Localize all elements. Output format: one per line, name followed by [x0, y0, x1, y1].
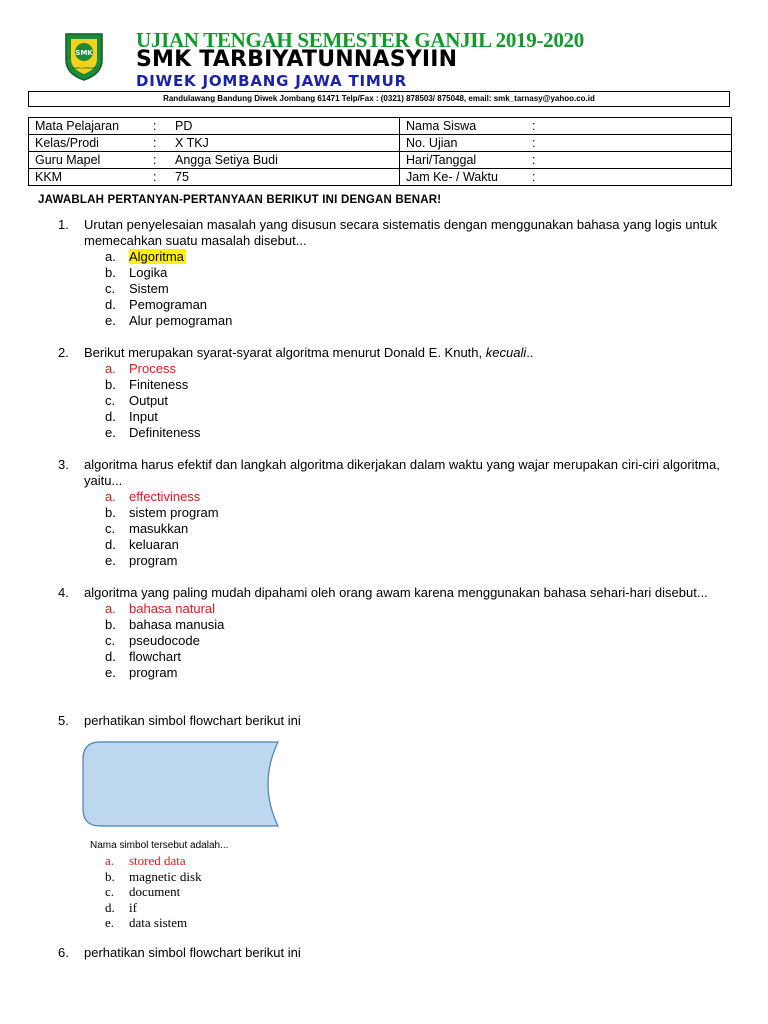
question-stem: perhatikan simbol flowchart berikut ini: [84, 945, 301, 960]
option-text: data sistem: [129, 915, 188, 930]
option-letter: a.: [105, 853, 115, 868]
option-letter: c.: [105, 281, 116, 296]
info-right-label: Hari/Tanggal: [406, 153, 477, 167]
option-c: [105, 633, 728, 649]
option-d: [105, 649, 728, 665]
student-info-table: [28, 117, 732, 186]
info-colon: :: [153, 153, 157, 167]
option-letter: a.: [105, 361, 116, 376]
info-value: Angga Setiya Budi: [175, 153, 278, 167]
option-e: [105, 425, 728, 441]
info-colon: :: [532, 170, 536, 184]
option-text: Algoritma: [129, 249, 184, 264]
option-letter: b.: [105, 377, 116, 392]
option-text: bahasa natural: [129, 601, 216, 616]
question-number: 5.: [58, 713, 69, 728]
info-right-cell: [400, 169, 732, 186]
option-a: [105, 489, 728, 505]
info-left-cell: [29, 135, 400, 152]
option-text: masukkan: [129, 521, 189, 536]
option-letter: a.: [105, 601, 116, 616]
option-text: Sistem: [129, 281, 169, 296]
option-letter: d.: [105, 537, 116, 552]
option-letter: c.: [105, 633, 116, 648]
question-stem: perhatikan simbol flowchart berikut ini: [84, 713, 301, 728]
info-right-label: Nama Siswa: [406, 119, 477, 133]
stored-data-flowchart-symbol: [82, 741, 280, 827]
option-b: [105, 869, 728, 885]
option-text: Input: [129, 409, 158, 424]
options-list: [105, 601, 728, 681]
option-d: [105, 537, 728, 553]
option-d: [105, 900, 728, 916]
info-label: Guru Mapel: [35, 153, 101, 167]
option-text: keluaran: [129, 537, 179, 552]
school-name: SMK TARBIYATUNNASYIIN: [136, 47, 458, 72]
info-row: [29, 118, 732, 135]
option-letter: e.: [105, 313, 116, 328]
info-value: PD: [175, 119, 193, 133]
options-list: [105, 249, 728, 329]
info-right-cell: [400, 135, 732, 152]
question-5: [58, 713, 728, 729]
option-letter: e.: [105, 425, 116, 440]
options-list: [105, 853, 728, 931]
option-letter: b.: [105, 868, 115, 884]
option-letter: b.: [105, 505, 116, 520]
question-number: 6.: [58, 945, 69, 960]
info-row: [29, 135, 732, 152]
option-b: [105, 617, 728, 633]
info-colon: :: [153, 170, 157, 184]
option-letter: c.: [105, 521, 116, 536]
option-text: flowchart: [129, 649, 182, 664]
option-text: magnetic disk: [129, 868, 202, 884]
school-city: DIWEK JOMBANG JAWA TIMUR: [136, 72, 407, 90]
school-address: Randulawang Bandung Diwek Jombang 61471 Telp/Fax : (0321) 878503/ 875048, email: smk_tarnasy@yahoo.co.id: [28, 91, 730, 107]
info-right-label: Jam Ke- / Waktu: [406, 170, 498, 184]
option-letter: e.: [105, 665, 116, 680]
option-c: [105, 884, 728, 900]
option-c: [105, 521, 728, 537]
question-number: 3.: [58, 457, 69, 472]
option-text: Definiteness: [129, 425, 201, 440]
stem-text: Berikut merupakan syarat-syarat algoritma menurut Donald E. Knuth,: [84, 345, 486, 360]
option-text: Finiteness: [129, 377, 189, 392]
option-c: [105, 393, 728, 409]
info-right-label: No. Ujian: [406, 136, 458, 150]
question-stem: [84, 345, 728, 361]
option-text: Process: [129, 361, 176, 376]
logo-subtext: DIWEK JOMBANG: [71, 66, 97, 70]
info-label: KKM: [35, 170, 63, 184]
info-right-cell: [400, 118, 732, 135]
info-colon: :: [532, 136, 536, 150]
info-colon: :: [532, 119, 536, 133]
option-letter: d.: [105, 409, 116, 424]
question-number: 4.: [58, 585, 69, 600]
option-letter: d.: [105, 297, 116, 312]
option-text: pseudocode: [129, 633, 200, 648]
question-2: [58, 345, 728, 441]
option-b: [105, 265, 728, 281]
question-3: [58, 457, 728, 569]
option-letter: e.: [105, 553, 116, 568]
option-text: Pemograman: [129, 297, 208, 312]
options-list: [105, 489, 728, 569]
info-left-cell: [29, 152, 400, 169]
question-number: 2.: [58, 345, 69, 360]
option-text: document: [129, 884, 181, 899]
question-stem: Urutan penyelesaian masalah yang disusun secara sistematis dengan menggunakan bahasa yang logis untuk memecahkan suatu masalah disebut...: [84, 217, 718, 248]
option-text: bahasa manusia: [129, 617, 225, 632]
option-text: program: [129, 665, 178, 680]
stem-italic: kecuali: [485, 345, 527, 360]
info-value: X TKJ: [175, 136, 209, 150]
exam-title: UJIAN TENGAH SEMESTER GANJIL 2019-2020: [136, 28, 584, 52]
option-letter: c.: [105, 393, 116, 408]
option-letter: b.: [105, 265, 116, 280]
info-colon: :: [153, 119, 157, 133]
option-d: [105, 409, 728, 425]
info-colon: :: [532, 153, 536, 167]
option-a: [105, 601, 728, 617]
option-text: Logika: [129, 265, 168, 280]
option-letter: e.: [105, 915, 115, 930]
info-left-cell: [29, 169, 400, 186]
options-list: [105, 361, 728, 441]
instruction-text: JAWABLAH PERTANYAN-PERTANYAAN BERIKUT INI DENGAN BENAR!: [38, 194, 442, 206]
option-a: [105, 361, 728, 377]
question-stem: algoritma yang paling mudah dipahami oleh orang awam karena menggunakan bahasa sehari-hari disebut...: [84, 585, 708, 600]
info-label: Mata Pelajaran: [35, 119, 120, 133]
option-b: [105, 377, 728, 393]
question-number: 1.: [58, 217, 69, 232]
info-colon: :: [153, 136, 157, 150]
option-text: sistem program: [129, 505, 219, 520]
option-c: [105, 281, 728, 297]
question-5-caption: Nama simbol tersebut adalah...: [90, 840, 229, 851]
option-text: Output: [129, 393, 169, 408]
info-left-cell: [29, 118, 400, 135]
option-letter: a.: [105, 489, 116, 504]
info-label: Kelas/Prodi: [35, 136, 99, 150]
question-stem: algoritma harus efektif dan langkah algoritma dikerjakan dalam waktu yang wajar merupakan ciri-ciri algoritma, yaitu...: [84, 457, 720, 488]
stem-end: ..: [526, 345, 534, 360]
question-4: [58, 585, 728, 681]
info-row: [29, 169, 732, 186]
option-text: stored data: [129, 853, 186, 868]
question-6: [58, 945, 728, 961]
option-e: [105, 915, 728, 931]
option-text: program: [129, 553, 178, 568]
option-a: [105, 853, 728, 869]
option-letter: d.: [105, 649, 116, 664]
question-1: [58, 217, 728, 329]
question-5-options: [58, 853, 728, 931]
option-d: [105, 297, 728, 313]
option-b: [105, 505, 728, 521]
option-letter: d.: [105, 899, 115, 915]
option-letter: b.: [105, 617, 116, 632]
info-row: [29, 152, 732, 169]
option-e: [105, 665, 728, 681]
option-a: [105, 249, 728, 265]
option-e: [105, 313, 728, 329]
option-letter: c.: [105, 884, 115, 899]
school-logo: [62, 30, 106, 82]
option-letter: a.: [105, 249, 116, 264]
option-e: [105, 553, 728, 569]
logo-text: SMK: [75, 49, 93, 57]
info-right-cell: [400, 152, 732, 169]
info-value: 75: [175, 170, 189, 184]
option-text: Alur pemograman: [129, 313, 233, 328]
option-text: if: [129, 899, 137, 915]
option-text: effectiviness: [129, 489, 201, 504]
